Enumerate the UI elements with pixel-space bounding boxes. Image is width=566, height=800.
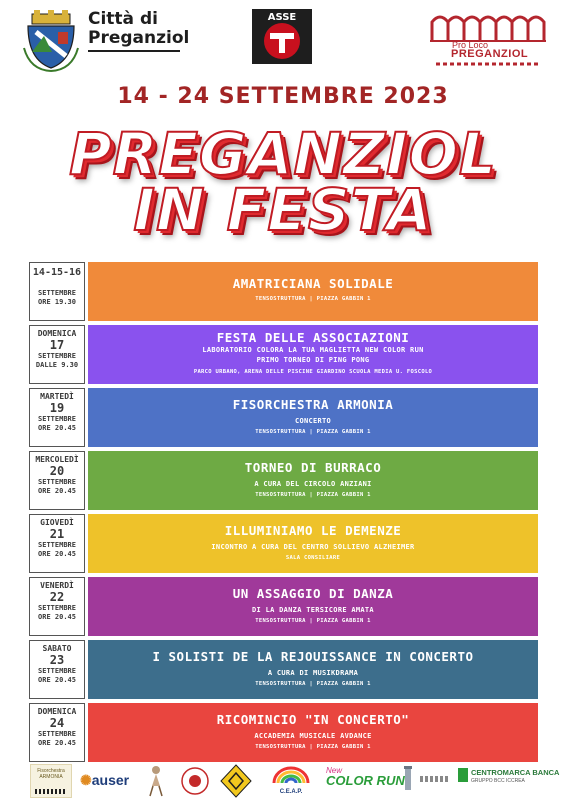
event-month: SETTEMBRE xyxy=(38,352,76,360)
event-day-number: 23 xyxy=(49,653,65,667)
event-time: ORE 20.45 xyxy=(38,550,76,558)
event-title: FISORCHESTRA ARMONIA xyxy=(232,397,394,412)
comune-name-line2: Preganziol xyxy=(88,28,190,48)
event-subtitle: LABORATORIO COLORA LA TUA MAGLIETTA NEW COLOR RUN xyxy=(202,346,424,354)
festival-dates: 14 - 24 SETTEMBRE 2023 xyxy=(117,84,449,109)
event-subtitle: A CURA DI MUSIKDRAMA xyxy=(267,669,359,677)
comune-coat-of-arms-icon xyxy=(22,8,80,72)
armonia-logo xyxy=(30,764,72,798)
event-day-number: 17 xyxy=(49,338,65,352)
event-details xyxy=(88,703,538,762)
keyboard-icon xyxy=(35,789,65,794)
event-date xyxy=(29,703,85,762)
event-month: SETTEMBRE xyxy=(38,730,76,738)
centromarca-sub-label: GRUPPO BCC ICCREA xyxy=(471,778,525,784)
event-day-label: MARTEDÌ xyxy=(40,392,74,401)
comune-divider xyxy=(88,50,180,52)
event-place: SALA CONSILIARE xyxy=(285,555,341,561)
event-day-label: SABATO xyxy=(42,644,72,653)
municipality-text-logo xyxy=(420,776,450,782)
event-place: PARCO URBANO, ARENA DELLE PISCINE GIARDINO SCUOLA MEDIA U. FOSCOLO xyxy=(193,369,433,375)
event-row xyxy=(29,325,538,384)
event-place: TENSOSTRUTTURA | PIAZZA GABBIN 1 xyxy=(255,429,371,435)
event-row xyxy=(29,451,538,510)
event-month: SETTEMBRE xyxy=(38,478,76,486)
auser-swirl-icon: ✺ xyxy=(80,772,92,788)
color-run-new-label: New xyxy=(326,766,343,775)
event-row xyxy=(29,577,538,636)
event-time: ORE 20.45 xyxy=(38,613,76,621)
event-day-number: 20 xyxy=(49,464,65,478)
event-title: UN ASSAGGIO DI DANZA xyxy=(232,586,394,601)
centromarca-label: CENTROMARCA BANCA xyxy=(471,768,560,777)
event-date xyxy=(29,577,85,636)
event-day-label: 14-15-16 xyxy=(32,267,82,278)
event-row xyxy=(29,703,538,762)
dancer-logo-icon xyxy=(142,764,170,798)
event-day-label: DOMENICA xyxy=(37,707,77,716)
event-time: ORE 20.45 xyxy=(38,739,76,747)
ceap-label: C.E.A.P. xyxy=(279,789,303,795)
event-place: TENSOSTRUTTURA | PIAZZA GABBIN 1 xyxy=(255,492,371,498)
event-date xyxy=(29,325,85,384)
event-day-label: MERCOLEDÌ xyxy=(35,455,79,464)
event-time: DALLE 9.30 xyxy=(35,361,79,369)
comune-name-line1: Città di xyxy=(88,9,158,29)
event-day-number: 21 xyxy=(49,527,65,541)
event-month: SETTEMBRE xyxy=(38,415,76,423)
event-month: SETTEMBRE xyxy=(38,667,76,675)
event-date xyxy=(29,640,85,699)
centromarca-logo xyxy=(458,768,560,794)
event-day-label: VENERDÌ xyxy=(40,581,74,590)
event-details xyxy=(88,325,538,384)
event-date xyxy=(29,388,85,447)
sponsor-strip xyxy=(0,762,566,800)
event-details xyxy=(88,451,538,510)
event-title: I SOLISTI DE LA REJOUISSANCE IN CONCERTO xyxy=(152,649,474,664)
event-place: TENSOSTRUTTURA | PIAZZA GABBIN 1 xyxy=(255,618,371,624)
event-day-number: 24 xyxy=(49,716,65,730)
event-month: SETTEMBRE xyxy=(38,541,76,549)
rainbow-icon xyxy=(271,766,311,784)
event-subtitle-2: PRIMO TORNEO DI PING PONG xyxy=(256,356,370,364)
proloco-name: PREGANZIOL xyxy=(451,48,529,60)
event-row xyxy=(29,262,538,321)
event-place: TENSOSTRUTTURA | PIAZZA GABBIN 1 xyxy=(255,744,371,750)
event-details xyxy=(88,640,538,699)
event-title: ILLUMINIAMO LE DEMENZE xyxy=(224,523,402,538)
festival-title-line2: IN FESTA xyxy=(133,176,433,244)
header xyxy=(0,0,566,80)
festival-title-line1: PREGANZIOL xyxy=(69,120,497,188)
event-time: ORE 19.30 xyxy=(38,298,76,306)
event-row xyxy=(29,388,538,447)
event-title: AMATRICIANA SOLIDALE xyxy=(232,276,394,291)
armonia-label: Fisorchestra ARMONIA xyxy=(37,768,65,780)
event-month: SETTEMBRE xyxy=(38,604,76,612)
event-time: ORE 20.45 xyxy=(38,676,76,684)
event-row xyxy=(29,640,538,699)
event-subtitle: A CURA DEL CIRCOLO ANZIANI xyxy=(254,480,372,488)
asse-label xyxy=(252,9,312,23)
auser-label: auser xyxy=(91,772,130,788)
event-month: SETTEMBRE xyxy=(38,289,76,297)
yellow-association-logo-icon xyxy=(220,764,252,798)
event-subtitle: CONCERTO xyxy=(294,417,332,425)
event-details xyxy=(88,262,538,321)
proloco-pro-label: Pro Loco xyxy=(452,40,489,50)
auser-logo xyxy=(80,772,129,789)
event-day-number: 22 xyxy=(49,590,65,604)
svg-text:ASSE: ASSE xyxy=(267,12,297,23)
color-run-logo xyxy=(326,766,405,788)
event-subtitle: INCONTRO A CURA DEL CENTRO SOLLIEVO ALZHEIMER xyxy=(211,543,415,551)
event-day-label: DOMENICA xyxy=(37,329,77,338)
centromarca-mark-icon xyxy=(458,768,468,782)
event-details xyxy=(88,514,538,573)
event-time: ORE 20.45 xyxy=(38,487,76,495)
event-row xyxy=(29,514,538,573)
tower-icon xyxy=(402,766,414,792)
event-day-number: 19 xyxy=(49,401,65,415)
event-day-label: GIOVEDÌ xyxy=(40,518,74,527)
event-title: FESTA DELLE ASSOCIAZIONI xyxy=(216,330,410,345)
event-place: TENSOSTRUTTURA | PIAZZA GABBIN 1 xyxy=(255,296,371,302)
ceap-logo xyxy=(265,766,317,796)
event-subtitle: DI LA DANZA TERSICORE AMATA xyxy=(252,606,374,614)
musikdrama-logo-icon xyxy=(180,766,210,796)
event-subtitle: ACCADEMIA MUSICALE AVDANCE xyxy=(254,732,372,740)
event-title: TORNEO DI BURRACO xyxy=(244,460,382,475)
event-details xyxy=(88,577,538,636)
event-place: TENSOSTRUTTURA | PIAZZA GABBIN 1 xyxy=(255,681,371,687)
event-time: ORE 20.45 xyxy=(38,424,76,432)
event-title: RICOMINCIO "IN CONCERTO" xyxy=(216,712,410,727)
event-date xyxy=(29,262,85,321)
event-date xyxy=(29,514,85,573)
comune-name xyxy=(88,10,189,48)
color-run-label: COLOR RUN xyxy=(326,773,405,788)
event-details xyxy=(88,388,538,447)
event-date xyxy=(29,451,85,510)
